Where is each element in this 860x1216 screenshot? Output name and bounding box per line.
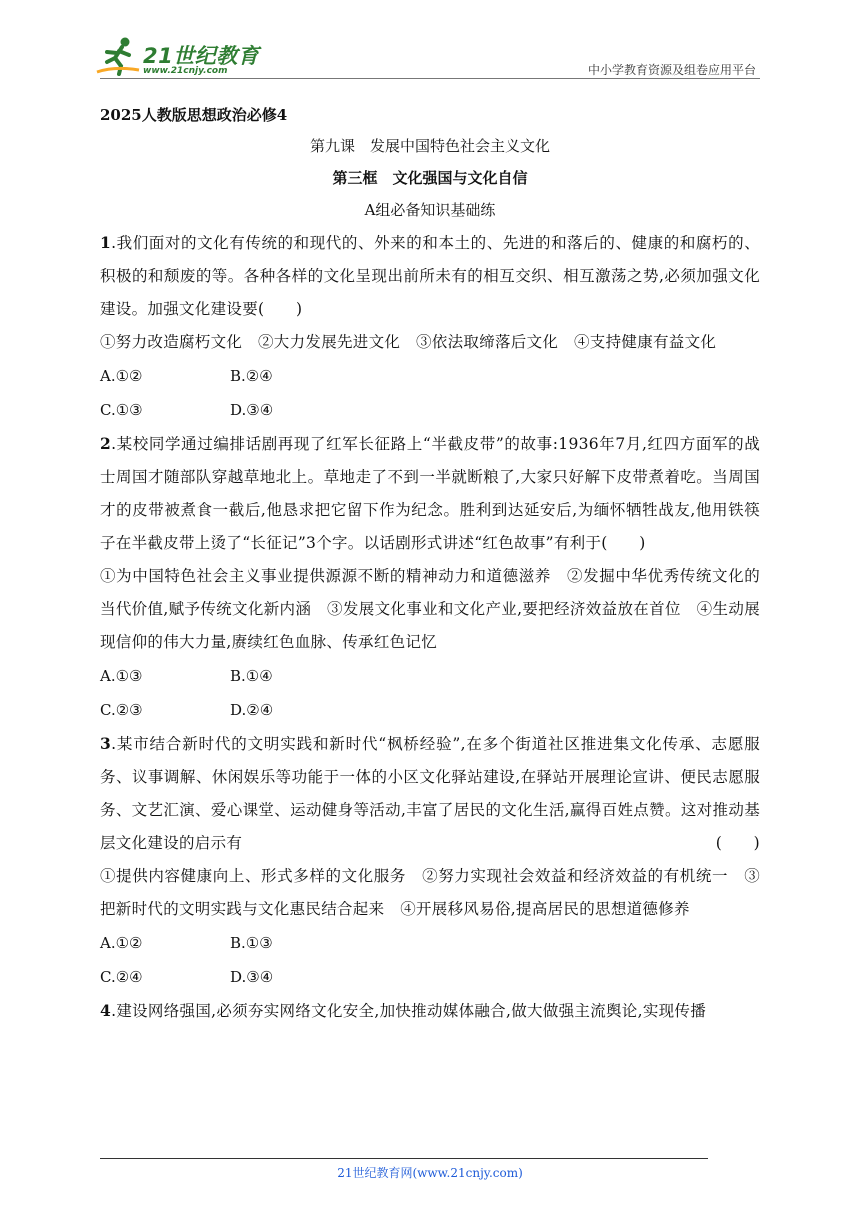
option-b[interactable]: B.②④ (230, 367, 273, 385)
logo-text: 21世纪教育 (143, 44, 260, 68)
option-a[interactable]: A.①② (100, 367, 143, 385)
question-items: ①为中国特色社会主义事业提供源源不断的精神动力和道德滋养 ②发掘中华优秀传统文化的当代价值,赋予传统文化新内涵 ③发展文化事业和文化产业,要把经济效益放在首位 ④生动展现信仰的伟大力量,赓续红色血脉、传承红色记忆 (100, 567, 760, 651)
option-d[interactable]: D.③④ (230, 401, 274, 419)
group-title: A组必备知识基础练 (364, 201, 496, 219)
question-stem (100, 994, 760, 1028)
option-row (100, 693, 760, 727)
option-row (100, 393, 760, 427)
footer-link[interactable]: 21世纪教育网(www.21cnjy.com) (337, 1166, 523, 1180)
question-2 (100, 427, 760, 727)
option-row (100, 659, 760, 693)
option-c[interactable]: C.②③ (100, 701, 143, 719)
question-4 (100, 994, 760, 1028)
option-a[interactable]: A.①② (100, 934, 143, 952)
document-body (100, 100, 760, 1028)
option-a[interactable]: A.①③ (100, 667, 143, 685)
answer-bracket: ( ) (715, 834, 760, 852)
option-row (100, 359, 760, 393)
page-header (0, 0, 860, 80)
question-number: 2 (100, 434, 112, 453)
runner-logo-icon (95, 36, 141, 76)
question-text: .我们面对的文化有传统的和现代的、外来的和本土的、先进的和落后的、健康的和腐朽的、积极的和颓废的等。各种各样的文化呈现出前所未有的相互交织、相互激荡之势,必须加强文化建设。加强文化建设要( ) (100, 234, 760, 318)
question-stem (100, 727, 760, 860)
question-stem (100, 226, 760, 326)
question-text: .某市结合新时代的文明实践和新时代“枫桥经验”,在多个街道社区推进集文化传承、志愿服务、议事调解、休闲娱乐等功能于一体的小区文化驿站建设,在驿站开展理论宣讲、便民志愿服务、文艺汇演、爱心课堂、运动健身等活动,丰富了居民的文化生活,赢得百姓点赞。这对推动基层文化建设的启示有 (100, 735, 760, 852)
question-items: ①提供内容健康向上、形式多样的文化服务 ②努力实现社会效益和经济效益的有机统一 ③把新时代的文明实践与文化惠民结合起来 ④开展移风易俗,提高居民的思想道德修养 (100, 867, 760, 918)
question-3 (100, 727, 760, 994)
lesson-title: 第九课 发展中国特色社会主义文化 (309, 137, 550, 155)
section-title: 第三框 文化强国与文化自信 (332, 169, 528, 187)
header-platform-text: 中小学教育资源及组卷应用平台 (587, 63, 756, 77)
book-title: 2025人教版思想政治必修4 (100, 106, 288, 124)
option-d[interactable]: D.③④ (230, 968, 274, 986)
question-stem (100, 427, 760, 560)
question-number: 3 (100, 734, 112, 753)
question-text: .某校同学通过编排话剧再现了红军长征路上“半截皮带”的故事:1936年7月,红四方面军的战士周国才随部队穿越草地北上。草地走了不到一半就断粮了,大家只好解下皮带煮着吃。当周国才的皮带被煮食一截后,他恳求把它留下作为纪念。胜利到达延安后,为缅怀牺牲战友,他用铁筷子在半截皮带上烫了“长征记”3个字。以话剧形式讲述“红色故事”有利于( ) (100, 435, 760, 552)
option-d[interactable]: D.②④ (230, 701, 274, 719)
question-number: 1 (100, 233, 112, 252)
logo-url: www.21cnjy.com (143, 66, 228, 76)
option-row (100, 926, 760, 960)
site-logo[interactable] (95, 36, 265, 80)
option-b[interactable]: B.①③ (230, 934, 273, 952)
option-c[interactable]: C.①③ (100, 401, 143, 419)
footer-divider (100, 1158, 708, 1159)
option-b[interactable]: B.①④ (230, 667, 273, 685)
question-items: ①努力改造腐朽文化 ②大力发展先进文化 ③依法取缔落后文化 ④支持健康有益文化 (100, 333, 717, 351)
option-row (100, 960, 760, 994)
question-1 (100, 226, 760, 427)
question-text: .建设网络强国,必须夯实网络文化安全,加快推动媒体融合,做大做强主流舆论,实现传播 (111, 1002, 707, 1020)
option-c[interactable]: C.②④ (100, 968, 143, 986)
question-number: 4 (100, 1001, 112, 1020)
header-divider (100, 78, 760, 79)
